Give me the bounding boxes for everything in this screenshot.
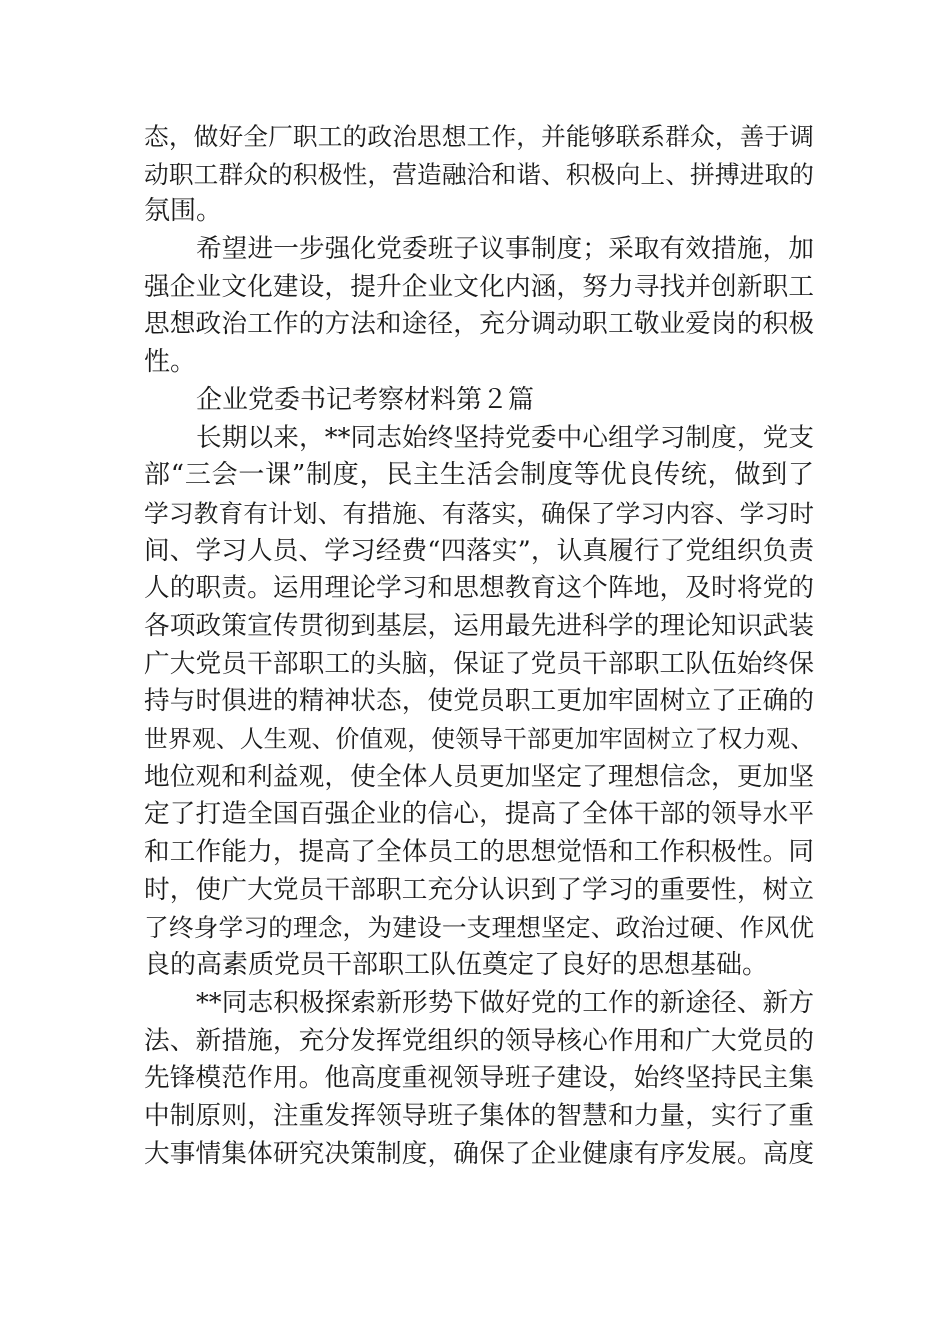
text-line: 动职工群众的积极性，营造融洽和谐、积极向上、拼搏进取的 <box>144 159 814 189</box>
document-body <box>144 118 814 1173</box>
text-line: 各项政策宣传贯彻到基层，运用最先进科学的理论知识武装 <box>144 610 814 641</box>
text-line: 氛围。 <box>144 196 223 227</box>
text-line: 态，做好全厂职工的政治思想工作，并能够联系群众，善于调 <box>144 122 814 151</box>
text-line: 广大党员干部职工的头脑，保证了党员干部职工队伍始终保 <box>144 648 814 679</box>
text-line: 强企业文化建设，提升企业文化内涵，努力寻找并创新职工 <box>144 271 814 302</box>
text-line: 先锋模范作用。他高度重视领导班子建设，始终坚持民主集 <box>144 1063 814 1094</box>
text-line: 人的职责。运用理论学习和思想教育这个阵地，及时将党的 <box>144 573 814 604</box>
text-line: 部“三会一课”制度，民主生活会制度等优良传统，做到了 <box>144 460 814 491</box>
text-line: 性。 <box>144 347 197 378</box>
text-line: 希望进一步强化党委班子议事制度；采取有效措施，加 <box>196 234 814 265</box>
text-line: 间、学习人员、学习经费“四落实”，认真履行了党组织负责 <box>144 535 814 566</box>
text-line: 和工作能力，提高了全体员工的思想觉悟和工作积极性。同 <box>144 837 814 868</box>
text-line: 持与时俱进的精神状态，使党员职工更加牢固树立了正确的 <box>144 686 814 717</box>
text-line: 定了打造全国百强企业的信心，提高了全体干部的领导水平 <box>144 799 814 830</box>
text-line: 学习教育有计划、有措施、有落实，确保了学习内容、学习时 <box>144 498 814 528</box>
text-line: 了终身学习的理念，为建设一支理想坚定、政治过硬、作风优 <box>144 913 814 943</box>
text-line: 中制原则，注重发挥领导班子集体的智慧和力量，实行了重 <box>144 1100 814 1131</box>
text-line: 时，使广大党员干部职工充分认识到了学习的重要性，树立 <box>144 874 814 905</box>
text-line: 大事情集体研究决策制度，确保了企业健康有序发展。高度 <box>144 1138 814 1169</box>
text-line: 思想政治工作的方法和途径，充分调动职工敬业爱岗的积极 <box>144 309 814 340</box>
text-line: 企业党委书记考察材料第２篇 <box>196 384 535 415</box>
text-line: **同志积极探索新形势下做好党的工作的新途径、新方 <box>196 987 814 1018</box>
text-line: 法、新措施，充分发挥党组织的领导核心作用和广大党员的 <box>144 1025 814 1056</box>
text-line: 世界观、人生观、价值观，使领导干部更加牢固树立了权力观、 <box>144 725 814 753</box>
text-line: 长期以来，**同志始终坚持党委中心组学习制度，党支 <box>196 422 814 453</box>
text-line: 地位观和利益观，使全体人员更加坚定了理想信念，更加坚 <box>144 761 814 792</box>
text-line: 良的高素质党员干部职工队伍奠定了良好的思想基础。 <box>144 950 769 981</box>
